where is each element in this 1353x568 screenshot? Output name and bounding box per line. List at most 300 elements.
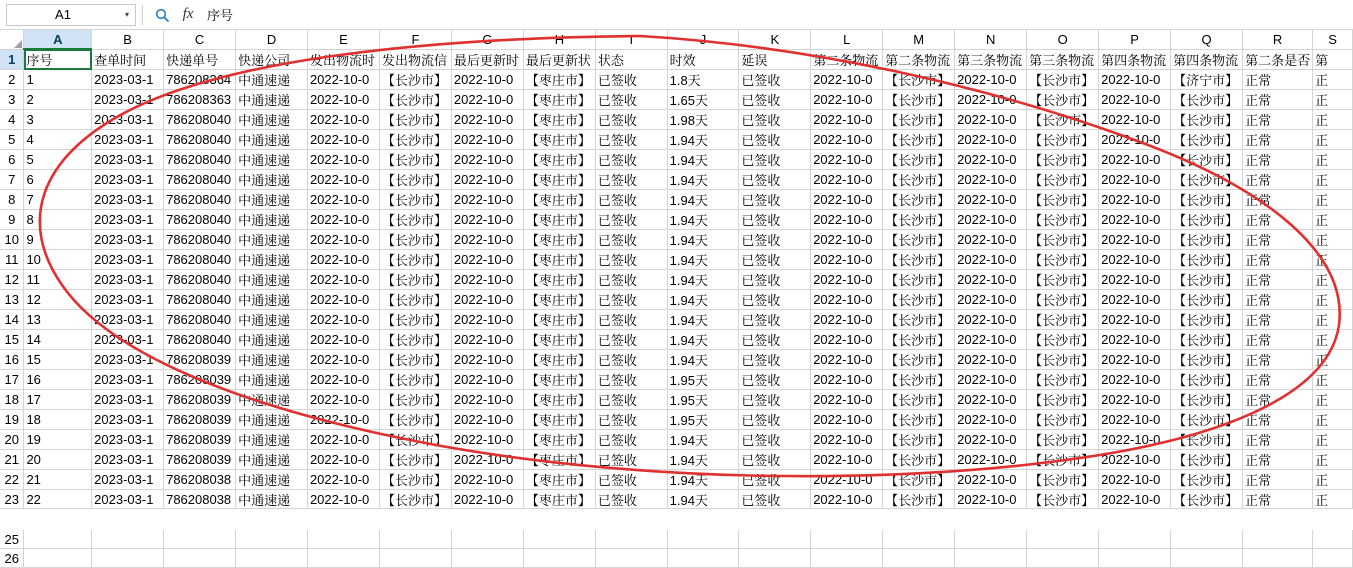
cell-G13[interactable]: 2022-10-0 bbox=[451, 290, 523, 310]
cell-R10[interactable]: 正常 bbox=[1243, 230, 1313, 250]
cell-O6[interactable]: 【长沙市】 bbox=[1027, 150, 1099, 170]
table-row[interactable] bbox=[0, 90, 1353, 110]
cell-S23[interactable]: 正 bbox=[1313, 490, 1353, 510]
cell-F7[interactable]: 【长沙市】 bbox=[379, 170, 451, 190]
cell-S21[interactable]: 正 bbox=[1313, 450, 1353, 470]
cell-D21[interactable]: 中通速递 bbox=[236, 450, 308, 470]
cell-E12[interactable]: 2022-10-0 bbox=[307, 270, 379, 290]
cell-R5[interactable]: 正常 bbox=[1243, 130, 1313, 150]
cell-O3[interactable]: 【长沙市】 bbox=[1027, 90, 1099, 110]
cell-K4[interactable]: 已签收 bbox=[739, 110, 811, 130]
cell-R4[interactable]: 正常 bbox=[1243, 110, 1313, 130]
cell-I18[interactable]: 已签收 bbox=[595, 390, 667, 410]
cell-A10[interactable]: 9 bbox=[24, 230, 92, 250]
cell-O22[interactable]: 【长沙市】 bbox=[1027, 470, 1099, 490]
cell-R20[interactable]: 正常 bbox=[1243, 430, 1313, 450]
cell-P7[interactable]: 2022-10-0 bbox=[1099, 170, 1171, 190]
cell-C4[interactable]: 786208040 bbox=[164, 110, 236, 130]
cell-I5[interactable]: 已签收 bbox=[595, 130, 667, 150]
cell-H18[interactable]: 【枣庄市】 bbox=[523, 390, 595, 410]
cell-M9[interactable]: 【长沙市】 bbox=[883, 210, 955, 230]
cell-L14[interactable]: 2022-10-0 bbox=[811, 310, 883, 330]
cell-Q10[interactable]: 【长沙市】 bbox=[1171, 230, 1243, 250]
cell-B5[interactable]: 2023-03-1 bbox=[92, 130, 164, 150]
cell-I21[interactable]: 已签收 bbox=[595, 450, 667, 470]
table-row[interactable] bbox=[0, 350, 1353, 370]
cell-F11[interactable]: 【长沙市】 bbox=[379, 250, 451, 270]
cell-B21[interactable]: 2023-03-1 bbox=[92, 450, 164, 470]
cell-S4[interactable]: 正 bbox=[1313, 110, 1353, 130]
cell-L13[interactable]: 2022-10-0 bbox=[811, 290, 883, 310]
cell-G14[interactable]: 2022-10-0 bbox=[451, 310, 523, 330]
col-header-C[interactable]: C bbox=[164, 30, 236, 49]
cell-A14[interactable]: 13 bbox=[24, 310, 92, 330]
cell-F12[interactable]: 【长沙市】 bbox=[379, 270, 451, 290]
cell-L2[interactable]: 2022-10-0 bbox=[811, 70, 883, 90]
cell-G5[interactable]: 2022-10-0 bbox=[451, 130, 523, 150]
cell-K1[interactable]: 延误 bbox=[739, 49, 811, 70]
cell-B20[interactable]: 2023-03-1 bbox=[92, 430, 164, 450]
cell-B7[interactable]: 2023-03-1 bbox=[92, 170, 164, 190]
cell-L19[interactable]: 2022-10-0 bbox=[811, 410, 883, 430]
cell-P17[interactable]: 2022-10-0 bbox=[1099, 370, 1171, 390]
cell-A8[interactable]: 7 bbox=[24, 190, 92, 210]
cell-K19[interactable]: 已签收 bbox=[739, 410, 811, 430]
col-header-N[interactable]: N bbox=[955, 30, 1027, 49]
function-icon[interactable]: fx bbox=[182, 6, 194, 22]
cell-K15[interactable]: 已签收 bbox=[739, 330, 811, 350]
cell-D17[interactable]: 中通速递 bbox=[236, 370, 308, 390]
cell-C13[interactable]: 786208040 bbox=[164, 290, 236, 310]
cell-R18[interactable]: 正常 bbox=[1243, 390, 1313, 410]
cell-M2[interactable]: 【长沙市】 bbox=[883, 70, 955, 90]
table-row[interactable] bbox=[0, 490, 1353, 510]
table-row[interactable] bbox=[0, 549, 1353, 568]
cell-L6[interactable]: 2022-10-0 bbox=[811, 150, 883, 170]
cell-H21[interactable]: 【枣庄市】 bbox=[523, 450, 595, 470]
cell-B16[interactable]: 2023-03-1 bbox=[92, 350, 164, 370]
table-row[interactable] bbox=[0, 170, 1353, 190]
cell-H20[interactable]: 【枣庄市】 bbox=[523, 430, 595, 450]
cell-S16[interactable]: 正 bbox=[1313, 350, 1353, 370]
cell-G2[interactable]: 2022-10-0 bbox=[451, 70, 523, 90]
cell-M21[interactable]: 【长沙市】 bbox=[883, 450, 955, 470]
col-header-A[interactable]: A bbox=[24, 30, 92, 49]
cell-L4[interactable]: 2022-10-0 bbox=[811, 110, 883, 130]
cell-R21[interactable]: 正常 bbox=[1243, 450, 1313, 470]
cell-N2[interactable]: 2022-10-0 bbox=[955, 70, 1027, 90]
cell-N20[interactable]: 2022-10-0 bbox=[955, 430, 1027, 450]
row-header-12[interactable]: 12 bbox=[0, 270, 24, 290]
cell-O9[interactable]: 【长沙市】 bbox=[1027, 210, 1099, 230]
cell-I10[interactable]: 已签收 bbox=[595, 230, 667, 250]
cell-D23[interactable]: 中通速递 bbox=[236, 490, 308, 510]
cell-M15[interactable]: 【长沙市】 bbox=[883, 330, 955, 350]
cell-F20[interactable]: 【长沙市】 bbox=[379, 430, 451, 450]
cell-C1[interactable]: 快递单号 bbox=[164, 49, 236, 70]
cell-O7[interactable]: 【长沙市】 bbox=[1027, 170, 1099, 190]
table-row[interactable] bbox=[0, 190, 1353, 210]
cell-N6[interactable]: 2022-10-0 bbox=[955, 150, 1027, 170]
row-header-17[interactable]: 17 bbox=[0, 370, 24, 390]
cell-Q22[interactable]: 【长沙市】 bbox=[1171, 470, 1243, 490]
cell-J22[interactable]: 1.94天 bbox=[667, 470, 739, 490]
cell-L12[interactable]: 2022-10-0 bbox=[811, 270, 883, 290]
table-row[interactable] bbox=[0, 390, 1353, 410]
cell-N19[interactable]: 2022-10-0 bbox=[955, 410, 1027, 430]
cell-C10[interactable]: 786208040 bbox=[164, 230, 236, 250]
cell-J15[interactable]: 1.94天 bbox=[667, 330, 739, 350]
cell-B11[interactable]: 2023-03-1 bbox=[92, 250, 164, 270]
cell-B25[interactable] bbox=[92, 530, 164, 549]
cell-K23[interactable]: 已签收 bbox=[739, 490, 811, 510]
cell-D25[interactable] bbox=[236, 530, 308, 549]
cell-A16[interactable]: 15 bbox=[24, 350, 92, 370]
cell-H1[interactable]: 最后更新状 bbox=[523, 49, 595, 70]
cell-E6[interactable]: 2022-10-0 bbox=[307, 150, 379, 170]
cell-B23[interactable]: 2023-03-1 bbox=[92, 490, 164, 510]
cell-S11[interactable]: 正 bbox=[1313, 250, 1353, 270]
cell-O5[interactable]: 【长沙市】 bbox=[1027, 130, 1099, 150]
cell-F25[interactable] bbox=[379, 530, 451, 549]
cell-I17[interactable]: 已签收 bbox=[595, 370, 667, 390]
cell-J7[interactable]: 1.94天 bbox=[667, 170, 739, 190]
cell-P26[interactable] bbox=[1099, 549, 1171, 568]
cell-Q16[interactable]: 【长沙市】 bbox=[1171, 350, 1243, 370]
cell-H7[interactable]: 【枣庄市】 bbox=[523, 170, 595, 190]
cell-J21[interactable]: 1.94天 bbox=[667, 450, 739, 470]
cell-H4[interactable]: 【枣庄市】 bbox=[523, 110, 595, 130]
cell-S6[interactable]: 正 bbox=[1313, 150, 1353, 170]
table-row[interactable] bbox=[0, 150, 1353, 170]
cell-P21[interactable]: 2022-10-0 bbox=[1099, 450, 1171, 470]
cell-B14[interactable]: 2023-03-1 bbox=[92, 310, 164, 330]
cell-J11[interactable]: 1.94天 bbox=[667, 250, 739, 270]
cell-E16[interactable]: 2022-10-0 bbox=[307, 350, 379, 370]
cell-N3[interactable]: 2022-10-0 bbox=[955, 90, 1027, 110]
cell-I20[interactable]: 已签收 bbox=[595, 430, 667, 450]
cell-I13[interactable]: 已签收 bbox=[595, 290, 667, 310]
cell-A1[interactable]: 序号 bbox=[24, 49, 92, 70]
name-box[interactable] bbox=[6, 4, 136, 26]
cell-M22[interactable]: 【长沙市】 bbox=[883, 470, 955, 490]
cell-M18[interactable]: 【长沙市】 bbox=[883, 390, 955, 410]
cell-B4[interactable]: 2023-03-1 bbox=[92, 110, 164, 130]
row-header-16[interactable]: 16 bbox=[0, 350, 24, 370]
cell-O25[interactable] bbox=[1027, 530, 1099, 549]
cell-J23[interactable]: 1.94天 bbox=[667, 490, 739, 510]
cell-I7[interactable]: 已签收 bbox=[595, 170, 667, 190]
cell-G19[interactable]: 2022-10-0 bbox=[451, 410, 523, 430]
cell-M5[interactable]: 【长沙市】 bbox=[883, 130, 955, 150]
cell-C8[interactable]: 786208040 bbox=[164, 190, 236, 210]
cell-G12[interactable]: 2022-10-0 bbox=[451, 270, 523, 290]
cell-I16[interactable]: 已签收 bbox=[595, 350, 667, 370]
cell-N10[interactable]: 2022-10-0 bbox=[955, 230, 1027, 250]
table-row[interactable] bbox=[0, 530, 1353, 549]
cell-D18[interactable]: 中通速递 bbox=[236, 390, 308, 410]
cell-K25[interactable] bbox=[739, 530, 811, 549]
cell-K18[interactable]: 已签收 bbox=[739, 390, 811, 410]
cell-K5[interactable]: 已签收 bbox=[739, 130, 811, 150]
cell-Q21[interactable]: 【长沙市】 bbox=[1171, 450, 1243, 470]
cell-R2[interactable]: 正常 bbox=[1243, 70, 1313, 90]
row-header-22[interactable]: 22 bbox=[0, 470, 24, 490]
row-header-26[interactable]: 26 bbox=[0, 549, 24, 568]
row-header-10[interactable]: 10 bbox=[0, 230, 24, 250]
cell-C25[interactable] bbox=[164, 530, 236, 549]
col-header-S[interactable]: S bbox=[1313, 30, 1353, 49]
cell-I8[interactable]: 已签收 bbox=[595, 190, 667, 210]
cell-F2[interactable]: 【长沙市】 bbox=[379, 70, 451, 90]
cell-G20[interactable]: 2022-10-0 bbox=[451, 430, 523, 450]
cell-P16[interactable]: 2022-10-0 bbox=[1099, 350, 1171, 370]
cell-H13[interactable]: 【枣庄市】 bbox=[523, 290, 595, 310]
cell-M16[interactable]: 【长沙市】 bbox=[883, 350, 955, 370]
cell-B2[interactable]: 2023-03-1 bbox=[92, 70, 164, 90]
cell-E22[interactable]: 2022-10-0 bbox=[307, 470, 379, 490]
cell-M7[interactable]: 【长沙市】 bbox=[883, 170, 955, 190]
cell-M12[interactable]: 【长沙市】 bbox=[883, 270, 955, 290]
cell-G23[interactable]: 2022-10-0 bbox=[451, 490, 523, 510]
cell-L20[interactable]: 2022-10-0 bbox=[811, 430, 883, 450]
cell-H23[interactable]: 【枣庄市】 bbox=[523, 490, 595, 510]
cell-F14[interactable]: 【长沙市】 bbox=[379, 310, 451, 330]
cell-Q5[interactable]: 【长沙市】 bbox=[1171, 130, 1243, 150]
cell-D5[interactable]: 中通速递 bbox=[236, 130, 308, 150]
cell-F21[interactable]: 【长沙市】 bbox=[379, 450, 451, 470]
cell-R17[interactable]: 正常 bbox=[1243, 370, 1313, 390]
table-row[interactable] bbox=[0, 110, 1353, 130]
cell-N1[interactable]: 第三条物流 bbox=[955, 49, 1027, 70]
cell-J19[interactable]: 1.95天 bbox=[667, 410, 739, 430]
cell-J10[interactable]: 1.94天 bbox=[667, 230, 739, 250]
cell-R6[interactable]: 正常 bbox=[1243, 150, 1313, 170]
cell-N16[interactable]: 2022-10-0 bbox=[955, 350, 1027, 370]
cell-N11[interactable]: 2022-10-0 bbox=[955, 250, 1027, 270]
table-row[interactable] bbox=[0, 210, 1353, 230]
cell-Q2[interactable]: 【济宁市】 bbox=[1171, 70, 1243, 90]
cell-L21[interactable]: 2022-10-0 bbox=[811, 450, 883, 470]
cell-M13[interactable]: 【长沙市】 bbox=[883, 290, 955, 310]
cell-I2[interactable]: 已签收 bbox=[595, 70, 667, 90]
col-header-J[interactable]: J bbox=[667, 30, 739, 49]
cell-A15[interactable]: 14 bbox=[24, 330, 92, 350]
col-header-P[interactable]: P bbox=[1099, 30, 1171, 49]
cell-H15[interactable]: 【枣庄市】 bbox=[523, 330, 595, 350]
row-header-20[interactable]: 20 bbox=[0, 430, 24, 450]
cell-C12[interactable]: 786208040 bbox=[164, 270, 236, 290]
cell-E11[interactable]: 2022-10-0 bbox=[307, 250, 379, 270]
cell-I11[interactable]: 已签收 bbox=[595, 250, 667, 270]
cell-G10[interactable]: 2022-10-0 bbox=[451, 230, 523, 250]
cell-M17[interactable]: 【长沙市】 bbox=[883, 370, 955, 390]
select-all-corner[interactable] bbox=[0, 30, 24, 49]
cell-R16[interactable]: 正常 bbox=[1243, 350, 1313, 370]
cell-N7[interactable]: 2022-10-0 bbox=[955, 170, 1027, 190]
cell-S7[interactable]: 正 bbox=[1313, 170, 1353, 190]
cell-F19[interactable]: 【长沙市】 bbox=[379, 410, 451, 430]
cell-S10[interactable]: 正 bbox=[1313, 230, 1353, 250]
cell-G9[interactable]: 2022-10-0 bbox=[451, 210, 523, 230]
cell-S3[interactable]: 正 bbox=[1313, 90, 1353, 110]
row-header-25[interactable]: 25 bbox=[0, 530, 24, 549]
cell-L9[interactable]: 2022-10-0 bbox=[811, 210, 883, 230]
cell-G17[interactable]: 2022-10-0 bbox=[451, 370, 523, 390]
cell-P2[interactable]: 2022-10-0 bbox=[1099, 70, 1171, 90]
cell-B17[interactable]: 2023-03-1 bbox=[92, 370, 164, 390]
cell-O8[interactable]: 【长沙市】 bbox=[1027, 190, 1099, 210]
cell-G6[interactable]: 2022-10-0 bbox=[451, 150, 523, 170]
cell-H26[interactable] bbox=[523, 549, 595, 568]
cell-B19[interactable]: 2023-03-1 bbox=[92, 410, 164, 430]
row-header-1[interactable]: 1 bbox=[0, 49, 24, 70]
cell-R25[interactable] bbox=[1243, 530, 1313, 549]
cell-O2[interactable]: 【长沙市】 bbox=[1027, 70, 1099, 90]
cell-D26[interactable] bbox=[236, 549, 308, 568]
cell-B9[interactable]: 2023-03-1 bbox=[92, 210, 164, 230]
table-row[interactable] bbox=[0, 410, 1353, 430]
cell-J9[interactable]: 1.94天 bbox=[667, 210, 739, 230]
cell-J4[interactable]: 1.98天 bbox=[667, 110, 739, 130]
cell-G22[interactable]: 2022-10-0 bbox=[451, 470, 523, 490]
cell-E20[interactable]: 2022-10-0 bbox=[307, 430, 379, 450]
table-row[interactable] bbox=[0, 330, 1353, 350]
cell-L22[interactable]: 2022-10-0 bbox=[811, 470, 883, 490]
search-icon[interactable] bbox=[149, 4, 175, 26]
cell-J5[interactable]: 1.94天 bbox=[667, 130, 739, 150]
cell-O16[interactable]: 【长沙市】 bbox=[1027, 350, 1099, 370]
cell-K7[interactable]: 已签收 bbox=[739, 170, 811, 190]
row-header-23[interactable]: 23 bbox=[0, 490, 24, 510]
cell-L3[interactable]: 2022-10-0 bbox=[811, 90, 883, 110]
cell-M3[interactable]: 【长沙市】 bbox=[883, 90, 955, 110]
cell-A26[interactable] bbox=[24, 549, 92, 568]
cell-B15[interactable]: 2023-03-1 bbox=[92, 330, 164, 350]
cell-Q9[interactable]: 【长沙市】 bbox=[1171, 210, 1243, 230]
cell-E3[interactable]: 2022-10-0 bbox=[307, 90, 379, 110]
row-header-3[interactable]: 3 bbox=[0, 90, 24, 110]
cell-A20[interactable]: 19 bbox=[24, 430, 92, 450]
cell-J8[interactable]: 1.94天 bbox=[667, 190, 739, 210]
cell-O14[interactable]: 【长沙市】 bbox=[1027, 310, 1099, 330]
row-header-13[interactable]: 13 bbox=[0, 290, 24, 310]
col-header-G[interactable]: G bbox=[451, 30, 523, 49]
cell-F15[interactable]: 【长沙市】 bbox=[379, 330, 451, 350]
cell-A7[interactable]: 6 bbox=[24, 170, 92, 190]
cell-L10[interactable]: 2022-10-0 bbox=[811, 230, 883, 250]
cell-D12[interactable]: 中通速递 bbox=[236, 270, 308, 290]
cell-S20[interactable]: 正 bbox=[1313, 430, 1353, 450]
cell-Q20[interactable]: 【长沙市】 bbox=[1171, 430, 1243, 450]
cell-Q4[interactable]: 【长沙市】 bbox=[1171, 110, 1243, 130]
cell-O13[interactable]: 【长沙市】 bbox=[1027, 290, 1099, 310]
cell-J12[interactable]: 1.94天 bbox=[667, 270, 739, 290]
cell-G26[interactable] bbox=[451, 549, 523, 568]
cell-I3[interactable]: 已签收 bbox=[595, 90, 667, 110]
row-header-6[interactable]: 6 bbox=[0, 150, 24, 170]
cell-G15[interactable]: 2022-10-0 bbox=[451, 330, 523, 350]
cell-D14[interactable]: 中通速递 bbox=[236, 310, 308, 330]
cell-I15[interactable]: 已签收 bbox=[595, 330, 667, 350]
cell-D3[interactable]: 中通速递 bbox=[236, 90, 308, 110]
cell-D6[interactable]: 中通速递 bbox=[236, 150, 308, 170]
cell-O20[interactable]: 【长沙市】 bbox=[1027, 430, 1099, 450]
cell-G11[interactable]: 2022-10-0 bbox=[451, 250, 523, 270]
cell-B6[interactable]: 2023-03-1 bbox=[92, 150, 164, 170]
cell-N5[interactable]: 2022-10-0 bbox=[955, 130, 1027, 150]
cell-O10[interactable]: 【长沙市】 bbox=[1027, 230, 1099, 250]
cell-C26[interactable] bbox=[164, 549, 236, 568]
cell-O17[interactable]: 【长沙市】 bbox=[1027, 370, 1099, 390]
cell-A2[interactable]: 1 bbox=[24, 70, 92, 90]
cell-D8[interactable]: 中通速递 bbox=[236, 190, 308, 210]
cell-K12[interactable]: 已签收 bbox=[739, 270, 811, 290]
cell-P18[interactable]: 2022-10-0 bbox=[1099, 390, 1171, 410]
cell-H19[interactable]: 【枣庄市】 bbox=[523, 410, 595, 430]
cell-N18[interactable]: 2022-10-0 bbox=[955, 390, 1027, 410]
cell-J1[interactable]: 时效 bbox=[667, 49, 739, 70]
cell-P4[interactable]: 2022-10-0 bbox=[1099, 110, 1171, 130]
cell-M6[interactable]: 【长沙市】 bbox=[883, 150, 955, 170]
cell-P20[interactable]: 2022-10-0 bbox=[1099, 430, 1171, 450]
cell-Q12[interactable]: 【长沙市】 bbox=[1171, 270, 1243, 290]
col-header-E[interactable]: E bbox=[307, 30, 379, 49]
cell-M4[interactable]: 【长沙市】 bbox=[883, 110, 955, 130]
cell-C7[interactable]: 786208040 bbox=[164, 170, 236, 190]
cell-L25[interactable] bbox=[811, 530, 883, 549]
cell-D11[interactable]: 中通速递 bbox=[236, 250, 308, 270]
cell-Q17[interactable]: 【长沙市】 bbox=[1171, 370, 1243, 390]
cell-J20[interactable]: 1.94天 bbox=[667, 430, 739, 450]
cell-M19[interactable]: 【长沙市】 bbox=[883, 410, 955, 430]
cell-F5[interactable]: 【长沙市】 bbox=[379, 130, 451, 150]
cell-C5[interactable]: 786208040 bbox=[164, 130, 236, 150]
col-header-Q[interactable]: Q bbox=[1171, 30, 1243, 49]
cell-O12[interactable]: 【长沙市】 bbox=[1027, 270, 1099, 290]
cell-N21[interactable]: 2022-10-0 bbox=[955, 450, 1027, 470]
cell-D4[interactable]: 中通速递 bbox=[236, 110, 308, 130]
cell-S22[interactable]: 正 bbox=[1313, 470, 1353, 490]
cell-F9[interactable]: 【长沙市】 bbox=[379, 210, 451, 230]
table-row[interactable] bbox=[0, 310, 1353, 330]
cell-Q26[interactable] bbox=[1171, 549, 1243, 568]
cell-O11[interactable]: 【长沙市】 bbox=[1027, 250, 1099, 270]
cell-D10[interactable]: 中通速递 bbox=[236, 230, 308, 250]
cell-L23[interactable]: 2022-10-0 bbox=[811, 490, 883, 510]
cell-Q15[interactable]: 【长沙市】 bbox=[1171, 330, 1243, 350]
cell-E13[interactable]: 2022-10-0 bbox=[307, 290, 379, 310]
cell-M11[interactable]: 【长沙市】 bbox=[883, 250, 955, 270]
chevron-down-icon[interactable]: ▾ bbox=[124, 10, 129, 19]
table-row[interactable] bbox=[0, 470, 1353, 490]
table-row[interactable] bbox=[0, 450, 1353, 470]
cell-E7[interactable]: 2022-10-0 bbox=[307, 170, 379, 190]
cell-Q18[interactable]: 【长沙市】 bbox=[1171, 390, 1243, 410]
cell-J25[interactable] bbox=[667, 530, 739, 549]
row-header-19[interactable]: 19 bbox=[0, 410, 24, 430]
table-row[interactable] bbox=[0, 370, 1353, 390]
cell-D9[interactable]: 中通速递 bbox=[236, 210, 308, 230]
cell-F23[interactable]: 【长沙市】 bbox=[379, 490, 451, 510]
col-header-M[interactable]: M bbox=[883, 30, 955, 49]
cell-L18[interactable]: 2022-10-0 bbox=[811, 390, 883, 410]
cell-H5[interactable]: 【枣庄市】 bbox=[523, 130, 595, 150]
cell-F22[interactable]: 【长沙市】 bbox=[379, 470, 451, 490]
cell-K22[interactable]: 已签收 bbox=[739, 470, 811, 490]
spreadsheet-grid[interactable] bbox=[0, 30, 1353, 566]
cell-C3[interactable]: 786208363 bbox=[164, 90, 236, 110]
